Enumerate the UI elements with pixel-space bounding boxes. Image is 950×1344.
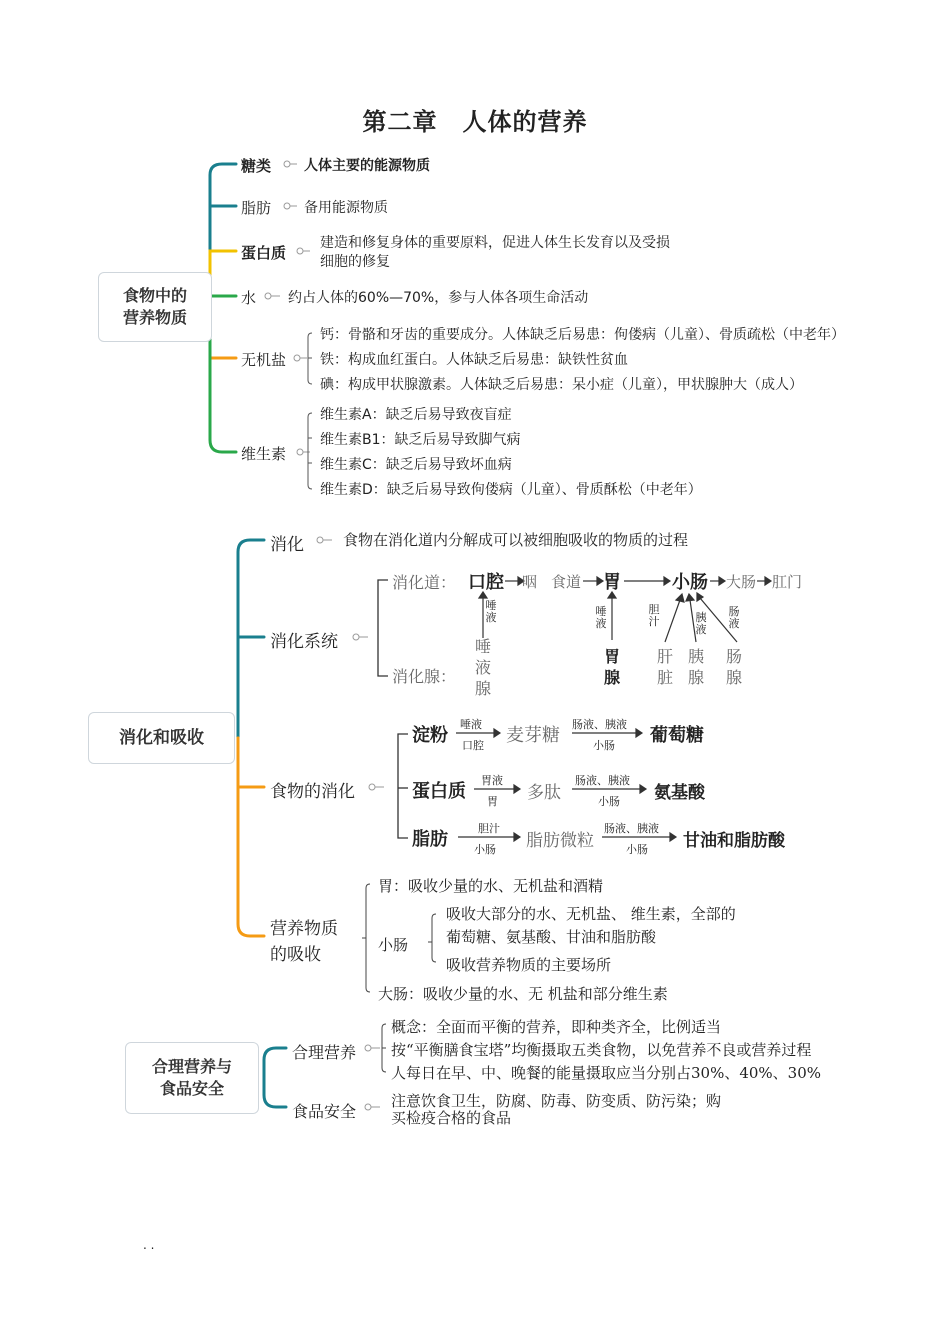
gland-label: 消化腺： [392,667,457,686]
liquid-bile: 胆汁 [648,603,660,628]
root-food-nutrients [98,272,212,342]
fat-enzyme-1: 胆汁 [478,822,500,835]
abs-si-line1: 吸收大部分的水、无机盐、 维生素，全部的 [446,905,736,923]
starch-name: 淀粉 [412,725,448,746]
desc-digestion: 食物在消化道内分解成可以被细胞吸收的物质的过程 [343,531,689,549]
node-vitamins: 维生素 [241,445,287,463]
mineral-iodine: 碘：构成甲状腺激素。人体缺乏后易患：呆小症（儿童），甲状腺肿大（成人） [320,377,803,393]
protein-enzyme-1: 胃液 [481,774,503,787]
liquid-pancreatic: 胰液 [695,611,707,636]
gland-salivary: 唾液腺 [474,637,491,698]
node-water: 水 [241,289,257,307]
protein-mid: 多肽 [527,783,561,803]
root-food-nutrients-label: 食物中的营养物质 [122,286,187,327]
safety-line1: 注意饮食卫生，防腐、防毒、防变质、防污染；购 [391,1092,722,1110]
gland-liver: 肝脏 [656,647,673,687]
node-food-safety: 食品安全 [292,1102,357,1121]
fat-end: 甘油和脂肪酸 [683,831,785,851]
starch-mid: 麦芽糖 [506,725,560,746]
starch-site-1: 口腔 [462,739,484,752]
nutrition-pagoda: 按“平衡膳食宝塔”均衡摄取五类食物，以免营养不良或营养过程 [391,1041,812,1059]
desc-water: 约占人体的60%—70%，参与人体各项生命活动 [288,290,589,306]
nutrition-meals: 人每日在早、中、晚餐的能量摄取应当分别占30%、40%、30% [391,1064,822,1082]
root-digestion-absorption [88,712,235,764]
abs-si-line2: 葡萄糖、氨基酸、甘油和脂肪酸 [446,928,657,946]
node-sugar: 糖类 [241,157,272,175]
tract-pharynx: 咽 [522,573,538,591]
node-food-digestion: 食物的消化 [270,782,355,802]
root-nutrition-safety-line1: 合理营养与 [151,1057,232,1076]
tract-esophagus: 食道 [551,573,582,591]
node-reasonable-nutrition: 合理营养 [292,1043,357,1062]
desc-fat: 备用能源物质 [304,200,388,216]
liquid-intestinal: 肠液 [728,605,740,630]
tract-small-intestine: 小肠 [672,572,708,593]
node-absorption-line1: 营养物质 [270,919,338,939]
protein-name: 蛋白质 [412,781,466,802]
starch-end: 葡萄糖 [650,725,704,746]
mineral-iron: 铁：构成血红蛋白。人体缺乏后易患：缺铁性贫血 [320,352,628,368]
desc-sugar: 人体主要的能源物质 [304,158,430,174]
tract-stomach: 胃 [603,572,621,593]
fat-enzyme-2: 肠液、胰液 [604,822,659,835]
protein-enzyme-2: 肠液、胰液 [575,774,630,787]
abs-si-label: 小肠 [378,936,409,954]
root-nutrition-safety [125,1042,259,1114]
tract-label: 消化道： [392,573,457,592]
abs-si-line3: 吸收营养物质的主要场所 [446,956,612,974]
gland-intestinal: 肠腺 [725,647,742,687]
node-minerals: 无机盐 [241,351,287,369]
protein-site-2: 小肠 [598,795,620,808]
starch-site-2: 小肠 [593,739,615,752]
protein-end: 氨基酸 [654,783,705,803]
abs-large-intestine: 大肠：吸收少量的水、无 机盐和部分维生素 [378,985,668,1003]
liquid-gastric: 唾液 [595,605,607,630]
node-absorption-line2: 的吸收 [270,945,321,965]
fat-name: 脂肪 [412,829,448,850]
footer-dots: . . [143,1238,155,1252]
abs-stomach: 胃：吸收少量的水、无机盐和酒精 [378,877,604,895]
vitamin-a: 维生素A：缺乏后易导致夜盲症 [320,407,512,423]
node-protein: 蛋白质 [241,244,287,262]
tract-large-intestine: 大肠 [726,573,757,591]
vitamin-b1: 维生素B1：缺乏后易导致脚气病 [320,432,521,448]
starch-enzyme-1: 唾液 [460,718,482,731]
root-digestion-absorption-label: 消化和吸收 [119,728,204,748]
fat-site-1: 小肠 [474,843,496,856]
desc-protein-line1: 建造和修复身体的重要原料，促进人体生长发育以及受损 [320,235,670,251]
nutrition-concept: 概念：全面而平衡的营养，即种类齐全，比例适当 [391,1018,722,1036]
fat-mid: 脂肪微粒 [526,831,594,851]
vitamin-c: 维生素C：缺乏后易导致坏血病 [320,457,512,473]
gland-gastric: 胃腺 [603,647,620,687]
starch-enzyme-2: 肠液、胰液 [572,718,627,731]
tract-anus: 肛门 [772,573,803,591]
mineral-calcium: 钙：骨骼和牙齿的重要成分。人体缺乏后易患：佝偻病（儿童）、骨质疏松（中老年） [320,327,845,343]
node-fat: 脂肪 [241,199,272,217]
tract-mouth: 口腔 [468,572,504,593]
node-digestive-system: 消化系统 [270,632,338,652]
safety-line2: 买检疫合格的食品 [391,1109,512,1127]
protein-site-1: 胃 [487,795,498,808]
desc-protein-line2: 细胞的修复 [320,254,390,270]
root-nutrition-safety-line2: 食品安全 [159,1079,224,1098]
node-digestion: 消化 [270,535,304,555]
page-title: 第二章 人体的营养 [362,108,588,136]
liquid-saliva: 唾液 [485,599,497,624]
fat-site-2: 小肠 [626,843,648,856]
vitamin-d: 维生素D：缺乏后易导致佝偻病（儿童）、骨质酥松（中老年） [320,482,702,498]
gland-pancreas: 胰腺 [687,647,704,687]
